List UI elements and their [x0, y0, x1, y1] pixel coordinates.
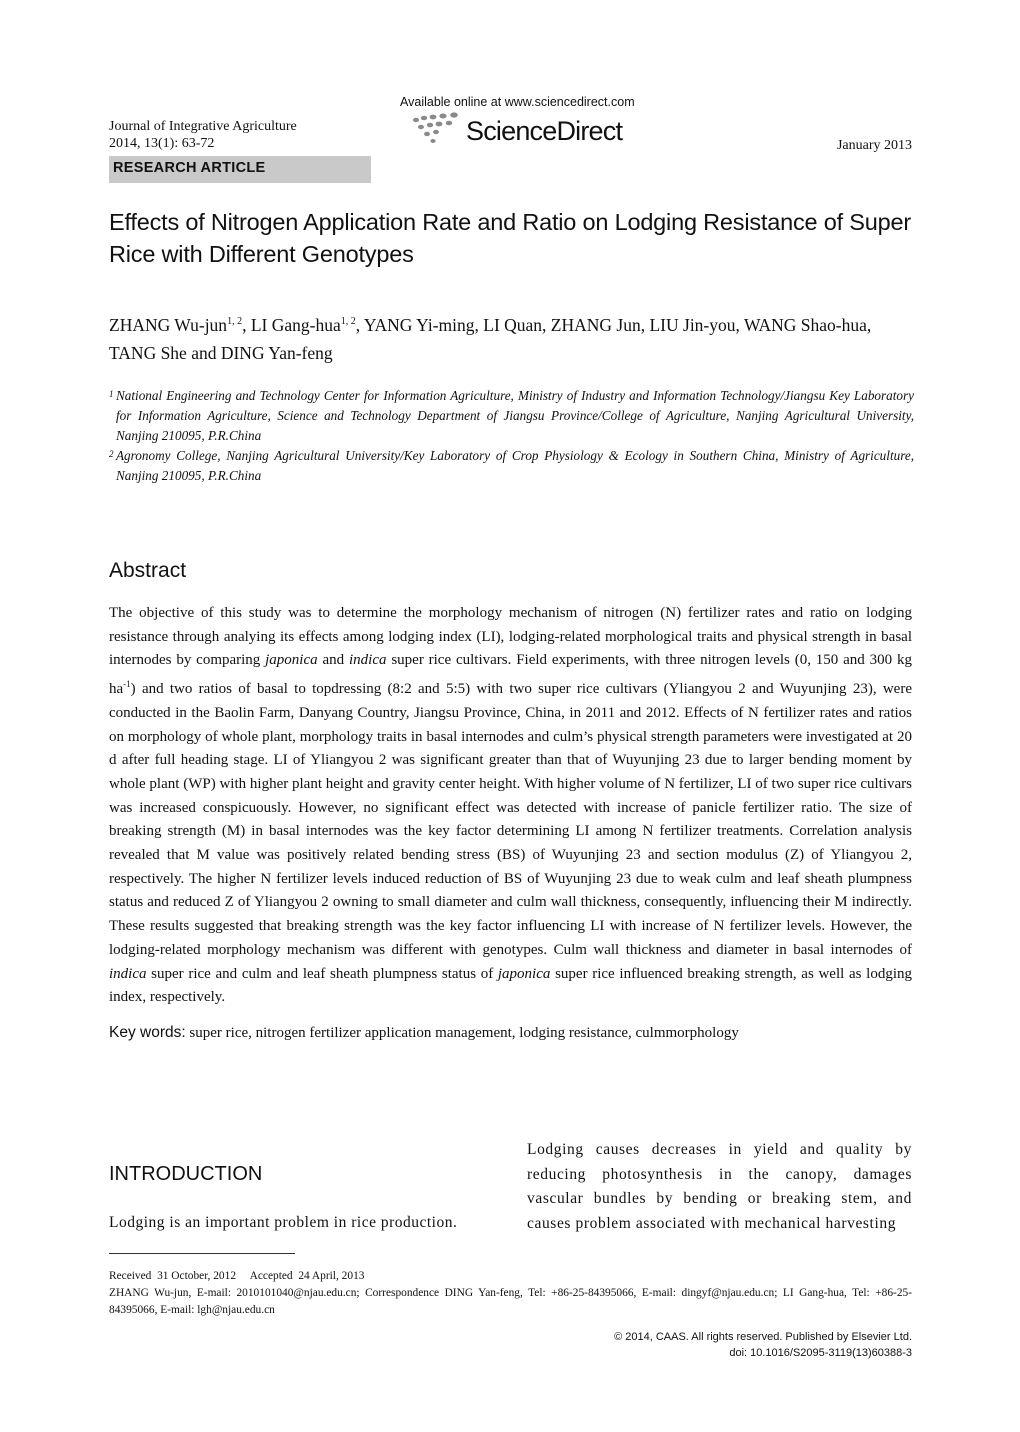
- abstract-text: The objective of this study was to determine the morphology mechanism of nitrogen (N) fertilizer rates and ratio on lodging resistance through analying its effects among lodging index (LI), lodging-related morphological traits and physical strength in basal internodes by comparing: [109, 605, 912, 669]
- abstract-text: ) and two ratios of basal to topdressing (8:2 and 5:5) with two super rice cultivars (Yliangyou 2 and Wuyunjing 23), were conducted in the Baolin Farm, Danyang Country, Jiangsu Province, China, in 2011 and 2012. Effects of N fertilizer rates and ratios on morphology of whole plant, morphology traits in basal internodes and culm’s physical strength parameters were investigated at 20 d after full heading stage. LI of Yliangyou 2 was significant greater than that of Wuyunjing 23 due to larger bending moment by whole plant (WP) with higher plant height and gravity center height. With higher volume of N fertilizer, LI of two super rice cultivars was increased conspicuously. However, no significant effect was detected with increase of panicle fertilizer ratio. The size of breaking strength (M) in basal internodes was the key factor determining LI among N fertilizer treatments. Correlation analysis revealed that M value was positively related bending stress (BS) of Wuyunjing 23 and section modulus (Z) of Yliangyou 2, respectively. The higher N fertilizer levels induced reduction of BS of Wuyunjing 23 due to weak culm and leaf sheath plumpness status and reduced Z of Yliangyou 2 owning to small diameter and culm wall thickness, consequently, influencing their M indirectly. These results suggested that breaking strength was the key factor influencing LI with increase of N fertilizer levels. However, the lodging-related morphology mechanism was different with genotypes. Culm wall thickness and diameter in basal internodes of: [109, 681, 912, 958]
- journal-info: [109, 118, 297, 152]
- keywords: [109, 1023, 912, 1043]
- author-separator: ,: [242, 314, 251, 335]
- footnote-divider: [109, 1253, 295, 1254]
- author-name: LI Gang-hua: [250, 314, 341, 335]
- abstract-superscript: -1: [123, 679, 131, 690]
- article-type-label: RESEARCH ARTICLE: [113, 160, 266, 176]
- affiliation-number: 2: [109, 449, 114, 459]
- sciencedirect-logo[interactable]: [412, 112, 632, 148]
- journal-name: Journal of Integrative Agriculture: [109, 119, 297, 134]
- abstract-italic-term: indica: [348, 652, 387, 669]
- introduction-heading: INTRODUCTION: [109, 1163, 263, 1185]
- author-affiliation-marker: 1, 2: [227, 316, 243, 327]
- affiliation-text: National Engineering and Technology Center for Information Agriculture, Ministry of Industry and Information Technology/Jiangsu Key Laboratory for Information Agriculture, Science and Technology Department of Jiangsu Province/College of Agriculture, Nanjing Agricultural University, Nanjing 210095, P.R.China: [116, 388, 914, 443]
- available-online-note: Available online at www.sciencedirect.com: [400, 95, 635, 109]
- doi: doi: 10.1016/S2095-3119(13)60388-3: [729, 1346, 912, 1359]
- abstract-text: super rice cultivars. Field experiments, with three nitrogen levels (0, 150 and 300 kg ha: [109, 652, 912, 698]
- sciencedirect-wordmark: ScienceDirect: [466, 116, 623, 146]
- affiliation-text: Agronomy College, Nanjing Agricultural University/Key Laboratory of Crop Physiology & Ecology in Southern China, Ministry of Agriculture, Nanjing 210095, P.R.China: [116, 448, 914, 483]
- abstract-italic-term: japonica: [265, 652, 318, 669]
- author-affiliation-marker: 1, 2: [340, 316, 356, 327]
- issue-date: January 2013: [836, 138, 912, 153]
- paper-title: Effects of Nitrogen Application Rate and Ratio on Lodging Resistance of Super Rice with Different Genotypes: [109, 209, 911, 267]
- copyright-notice: © 2014, CAAS. All rights reserved. Published by Elsevier Ltd.: [614, 1331, 912, 1343]
- abstract-text: super rice and culm and leaf sheath plumpness status of: [146, 965, 498, 982]
- footnotes: [109, 1268, 912, 1319]
- abstract-body: [109, 602, 912, 1010]
- affiliation-item: [109, 446, 914, 486]
- affiliation-item: [109, 386, 914, 446]
- copyright-block: [614, 1330, 912, 1361]
- introduction-left-column: Lodging is an important problem in rice production.: [109, 1214, 458, 1231]
- abstract-italic-term: indica: [109, 965, 147, 982]
- author-separator: ,: [355, 314, 364, 335]
- article-type-band: [109, 156, 371, 183]
- abstract-text: super rice influenced breaking strength, as well as lodging index, respectively.: [109, 965, 912, 1006]
- introduction-right-column: Lodging causes decreases in yield and quality by reducing photosynthesis in the canopy, damages vascular bundles by bending or breaking stem, and causes problem associated with mechanical harvesting: [527, 1141, 912, 1232]
- affiliations: [109, 386, 914, 486]
- received-dates: Received 31 October, 2012 Accepted 24 April, 2013: [109, 1270, 365, 1282]
- author-name: ZHANG Wu-jun: [109, 314, 228, 335]
- keywords-text: super rice, nitrogen fertilizer application management, lodging resistance, culmmorphology: [185, 1025, 739, 1041]
- author-list: [109, 308, 914, 367]
- abstract-text: and: [317, 652, 349, 669]
- affiliation-number: 1: [109, 389, 114, 399]
- abstract-heading: Abstract: [109, 559, 187, 582]
- keywords-label: Key words:: [109, 1024, 186, 1041]
- contact-info: ZHANG Wu-jun, E-mail: 2010101040@njau.edu.cn; Correspondence DING Yan-feng, Tel: +86-25-84395066, E-mail: dingyf@njau.edu.cn; LI Gang-hua, Tel: +86-25-84395066, E-mail: lgh@njau.edu.cn: [109, 1287, 912, 1316]
- sciencedirect-dots-icon: [412, 112, 464, 148]
- abstract-italic-term: japonica: [497, 965, 551, 982]
- author-name: YANG Yi-ming, LI Quan, ZHANG Jun, LIU Jin-you, WANG Shao-hua, TANG She and DING Yan-feng: [109, 314, 872, 363]
- volume-info: 2014, 13(1): 63-72: [109, 136, 215, 151]
